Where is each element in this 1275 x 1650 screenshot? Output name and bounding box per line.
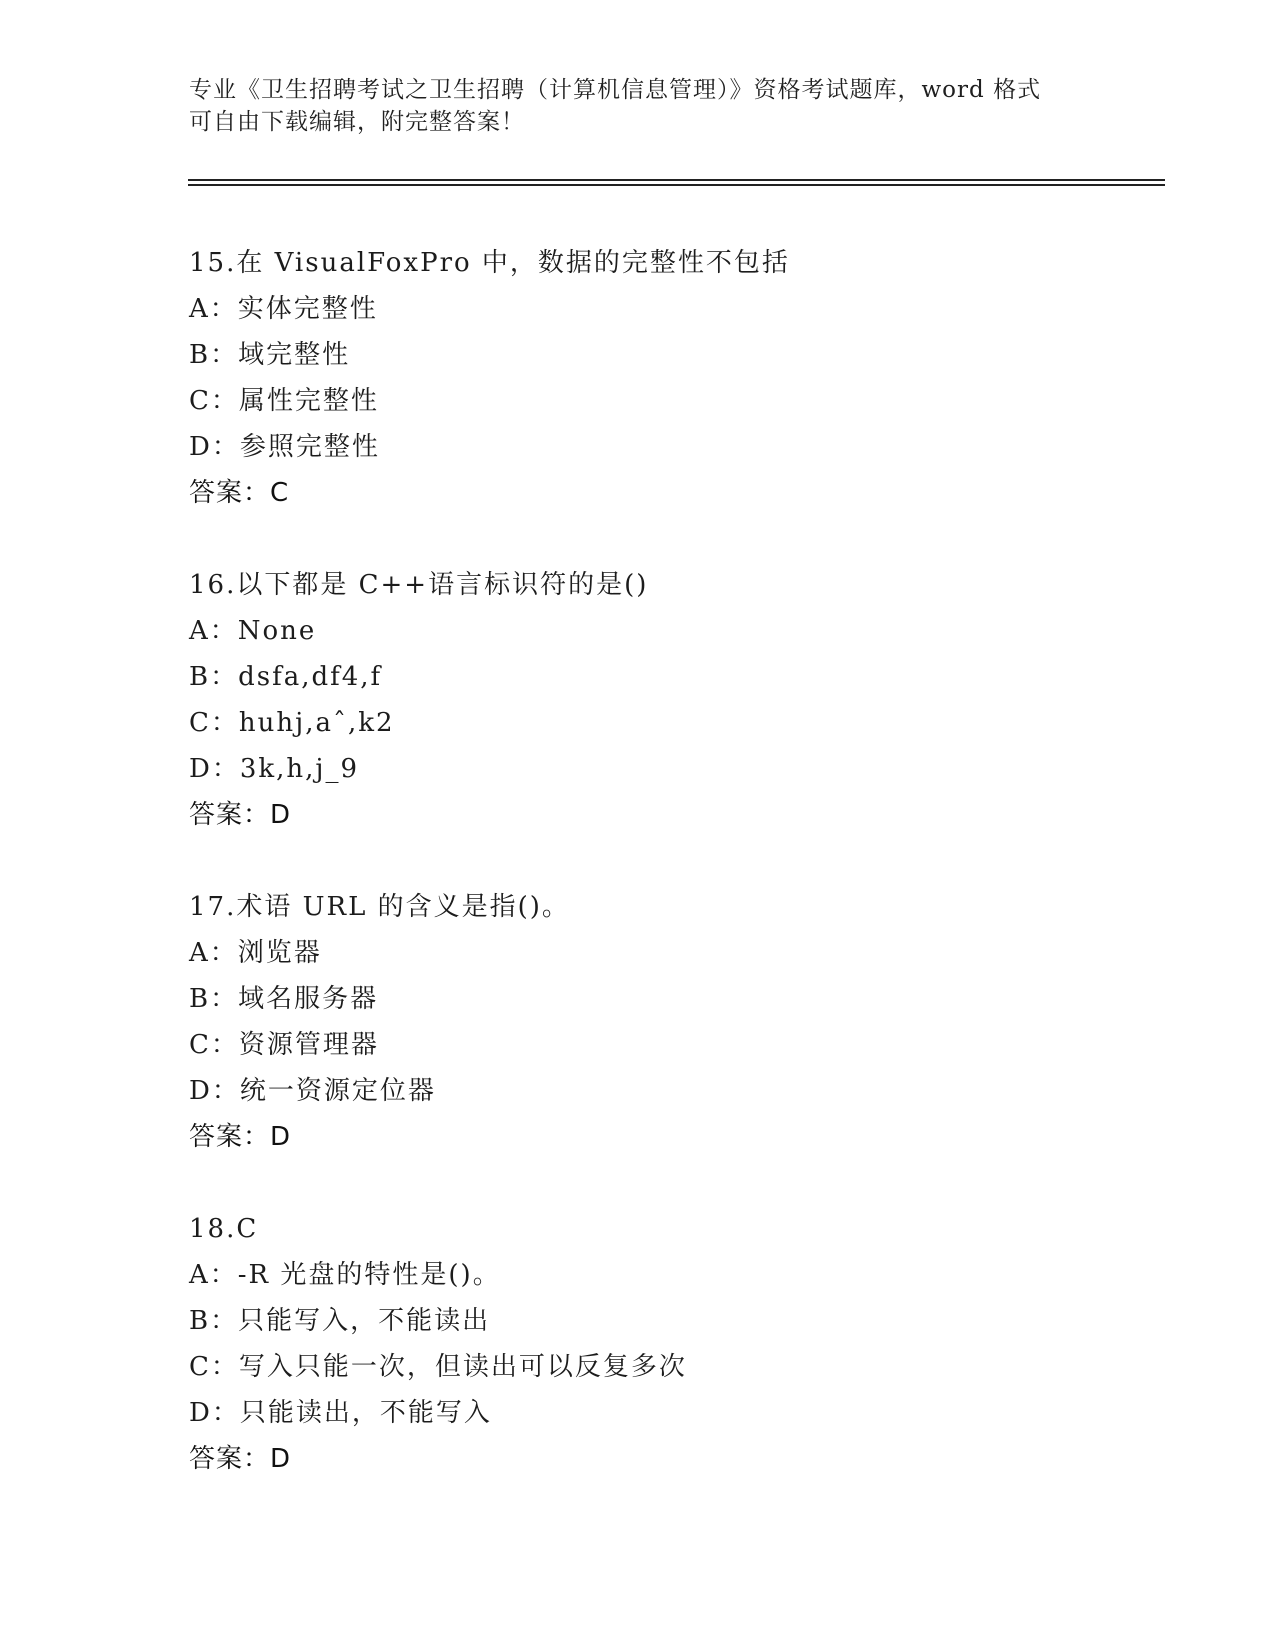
question-18	[189, 1206, 1169, 1482]
option-d: D：3k,h,j_9	[189, 754, 360, 784]
option-a: A：-R 光盘的特性是()。	[189, 1260, 501, 1290]
question-stem: 18.C	[189, 1214, 259, 1244]
option-c: C：属性完整性	[189, 386, 379, 416]
option-d: D：参照完整性	[189, 432, 380, 462]
option-a: A：实体完整性	[189, 294, 378, 324]
question-16	[189, 562, 1169, 838]
answer-label: 答案：D	[189, 1444, 292, 1474]
option-b: B：域名服务器	[189, 984, 379, 1014]
header-line-1: 专业《卫生招聘考试之卫生招聘（计算机信息管理）》资格考试题库，word 格式	[189, 77, 1042, 103]
option-c: C：huhj,aˆ,k2	[189, 708, 395, 738]
answer-label: 答案：D	[189, 800, 292, 830]
option-b: B：域完整性	[189, 340, 351, 370]
header-rule-bottom	[188, 184, 1165, 186]
option-b: B：dsfa,df4,f	[189, 662, 383, 692]
option-c: C：写入只能一次，但读出可以反复多次	[189, 1352, 687, 1382]
header-rule-top	[188, 179, 1165, 181]
question-17	[189, 884, 1169, 1160]
answer-label: 答案：D	[189, 1122, 292, 1152]
document-header	[189, 74, 1089, 138]
option-a: A：浏览器	[189, 938, 322, 968]
option-b: B：只能写入，不能读出	[189, 1306, 491, 1336]
question-15	[189, 240, 1169, 516]
header-line-2: 可自由下载编辑，附完整答案！	[189, 109, 525, 135]
option-a: A：None	[189, 616, 317, 646]
question-stem: 15.在 VisualFoxPro 中，数据的完整性不包括	[189, 248, 790, 278]
question-stem: 16.以下都是 C++语言标识符的是()	[189, 570, 649, 600]
answer-label: 答案：C	[189, 478, 290, 508]
option-d: D：统一资源定位器	[189, 1076, 436, 1106]
option-d: D：只能读出，不能写入	[189, 1398, 492, 1428]
option-c: C：资源管理器	[189, 1030, 379, 1060]
question-stem: 17.术语 URL 的含义是指()。	[189, 892, 570, 922]
